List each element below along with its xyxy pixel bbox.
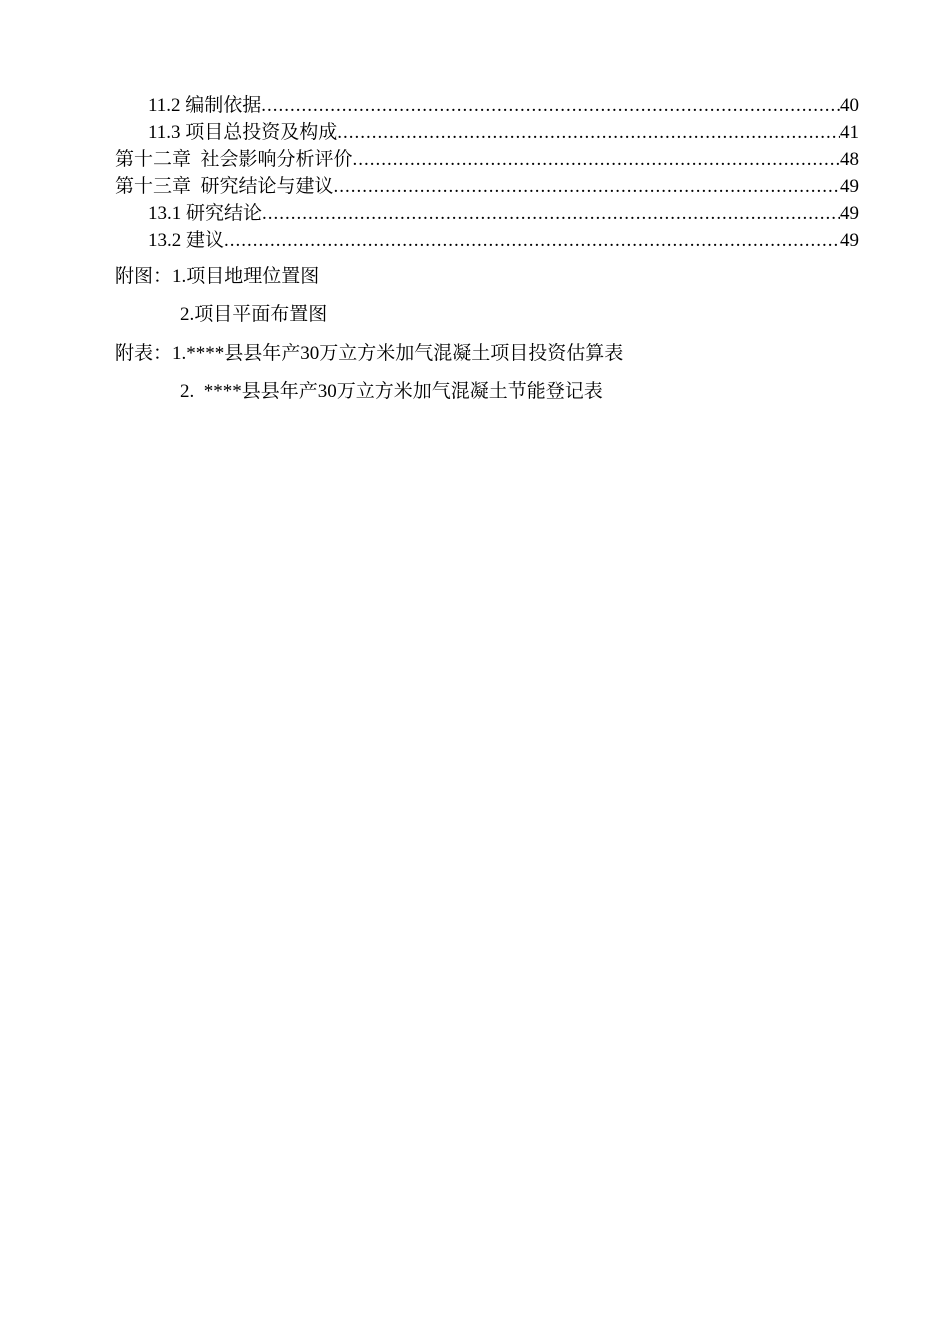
toc-dot-leader — [334, 173, 840, 200]
toc-entry-title: 第十三章 研究结论与建议 — [115, 176, 334, 197]
toc-dot-leader — [261, 92, 840, 119]
toc-entry[interactable] — [115, 200, 859, 227]
appendix-figures-line: 附图：1.项目地理位置图 — [115, 266, 320, 287]
toc-entry-page: 49 — [840, 230, 859, 251]
appendix-tables-line: 附表：1.****县县年产30万立方米加气混凝土项目投资估算表 — [115, 343, 624, 364]
toc-dot-leader — [262, 200, 840, 227]
toc-entry-page: 49 — [840, 176, 859, 197]
toc-entry-title: 13.2 建议 — [148, 230, 225, 251]
toc-dot-leader — [353, 146, 840, 173]
toc-entry-title: 11.3 项目总投资及构成 — [148, 122, 338, 143]
toc-entry-page: 40 — [840, 95, 859, 116]
toc-entry-title: 第十二章 社会影响分析评价 — [115, 149, 353, 170]
toc-dot-leader — [337, 119, 840, 146]
appendix-figures-line: 2.项目平面布置图 — [180, 304, 328, 325]
toc-entry-title: 13.1 研究结论 — [148, 203, 263, 224]
toc-entry-title: 11.2 编制依据 — [148, 95, 262, 116]
toc-entry[interactable] — [115, 119, 859, 146]
toc-entry-page: 41 — [840, 122, 859, 143]
toc-entry[interactable] — [115, 227, 859, 254]
table-of-contents — [115, 92, 859, 254]
toc-dot-leader — [224, 227, 840, 254]
toc-entry-page: 49 — [840, 203, 859, 224]
toc-entry[interactable] — [115, 146, 859, 173]
toc-entry[interactable] — [115, 173, 859, 200]
toc-entry[interactable] — [115, 92, 859, 119]
toc-entry-page: 48 — [840, 149, 859, 170]
appendix-tables-line: 2. ****县县年产30万立方米加气混凝土节能登记表 — [180, 381, 603, 402]
